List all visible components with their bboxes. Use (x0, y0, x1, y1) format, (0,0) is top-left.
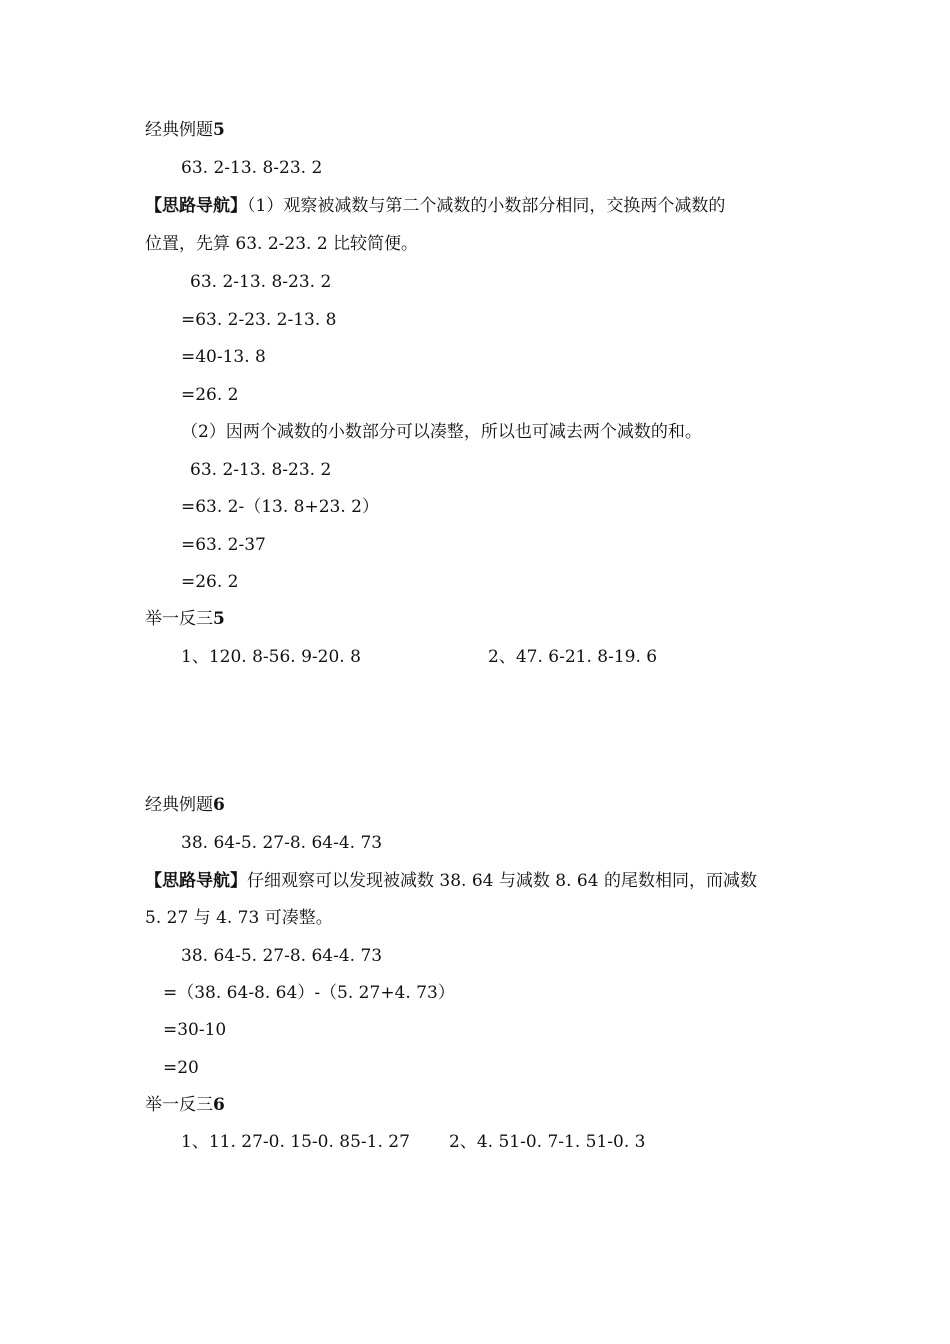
method-2-step-1: 63. 2-13. 8-23. 2 (190, 460, 332, 480)
method-2-step-4: =26. 2 (181, 572, 239, 592)
example-title-label: 经典例题 (145, 795, 213, 815)
example-title-label: 经典例题 (145, 120, 213, 140)
example-6-step-3: =30-10 (163, 1020, 227, 1040)
method-1-step-4: =26. 2 (181, 385, 239, 405)
practice-title-number: 5 (213, 609, 225, 629)
hint-text: （1）观察被减数与第二个减数的小数部分相同，交换两个减数的 (247, 196, 726, 216)
example-6-title (145, 794, 225, 816)
practice-6-title (145, 1094, 225, 1116)
method-1-step-3: =40-13. 8 (181, 347, 266, 367)
example-title-number: 6 (213, 795, 225, 815)
hint-label: 【思路导航】 (145, 196, 247, 216)
practice-title-number: 6 (213, 1095, 225, 1115)
practice-title-label: 举一反三 (145, 609, 213, 629)
example-6-hint-line-2: 5. 27 与 4. 73 可凑整。 (145, 908, 333, 928)
example-5-problem: 63. 2-13. 8-23. 2 (181, 158, 323, 178)
example-6-hint-line-1 (145, 870, 757, 892)
method-2-step-3: =63. 2-37 (181, 535, 266, 555)
method-2-step-2: =63. 2-（13. 8+23. 2） (181, 497, 379, 517)
practice-5-title (145, 608, 225, 630)
practice-6-question-2: 2、4. 51-0. 7-1. 51-0. 3 (449, 1132, 646, 1152)
method-1-step-1: 63. 2-13. 8-23. 2 (190, 272, 332, 292)
practice-5-question-1: 1、120. 8-56. 9-20. 8 (181, 647, 361, 667)
example-5-hint-line-2: 位置，先算 63. 2-23. 2 比较简便。 (145, 234, 419, 254)
practice-title-label: 举一反三 (145, 1095, 213, 1115)
method-1-step-2: =63. 2-23. 2-13. 8 (181, 310, 337, 330)
example-6-step-4: =20 (163, 1058, 199, 1078)
practice-5-question-2: 2、47. 6-21. 8-19. 6 (488, 647, 658, 667)
hint-label: 【思路导航】 (145, 871, 247, 891)
hint-text: 仔细观察可以发现被减数 38. 64 与减数 8. 64 的尾数相同，而减数 (247, 871, 757, 891)
example-title-number: 5 (213, 120, 225, 140)
example-6-step-2: =（38. 64-8. 64）-（5. 27+4. 73） (163, 983, 455, 1003)
example-5-hint-line-1 (145, 195, 725, 217)
example-6-problem: 38. 64-5. 27-8. 64-4. 73 (181, 833, 383, 853)
example-5-title (145, 119, 225, 141)
method-2-intro: （2）因两个减数的小数部分可以凑整，所以也可减去两个减数的和。 (181, 422, 702, 442)
example-6-step-1: 38. 64-5. 27-8. 64-4. 73 (181, 946, 383, 966)
practice-6-question-1: 1、11. 27-0. 15-0. 85-1. 27 (181, 1132, 410, 1152)
